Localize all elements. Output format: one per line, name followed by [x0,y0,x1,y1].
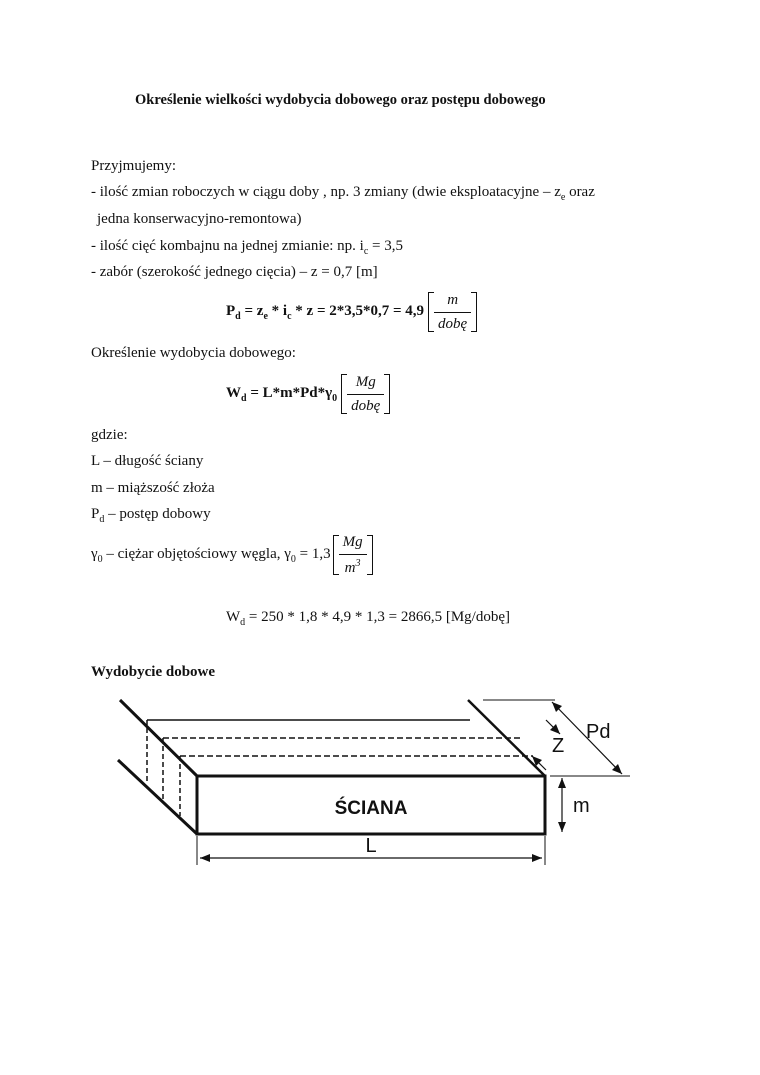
page-title: Określenie wielkości wydobycia dobowego oraz postępu dobowego [135,92,546,108]
unit-fraction: $\frac{Mg}{\text{dobę}}$ [347,374,384,414]
dimension-label-l: L [365,835,377,857]
assumption-web: - zabór (szerokość jednego cięcia) – z = 0,7 [m] [91,264,378,280]
def-gamma: $\gamma_0$ – ciężar objętościowy węgla, $\gamma_0 = 1,3$ $\frac{Mg}{m^3}$ [91,534,373,576]
dimension-label-m: m [573,795,590,817]
assumption-shifts: - ilość zmian roboczych w ciągu doby , np. 3 zmiany (dwie eksploatacyjne – $z_e$ oraz [91,184,595,203]
wd-heading: Określenie wydobycia dobowego: [91,345,296,361]
assumption-cuts: - ilość cięć kombajnu na jednej zmianie: np. $i_c = 3,5$ [91,238,403,257]
dimension-label-pd: Pd [586,721,611,743]
formula-daily-advance: $P_d = z_e * i_c * z = 2*3,5*0,7 = 4,9$ $\frac{m}{\text{dobę}}$ [226,292,477,332]
def-m: m – miąższość złoża [91,480,215,496]
def-pd: $P_d$ – postęp dobowy [91,506,211,525]
assumptions-heading: Przyjmujemy: [91,158,176,174]
def-l: L – długość ściany [91,453,204,469]
longwall-diagram [0,690,760,880]
assumption-shifts-cont: jedna konserwacyjno-remontowa) [97,211,302,227]
dimension-label-z: Z [552,735,565,757]
unit-fraction: $\frac{m}{\text{dobę}}$ [434,292,471,332]
formula-daily-output: $W_d = L*m*Pd*\gamma_0$ $\frac{Mg}{\text{dobę}}$ [226,374,390,414]
section-heading: Wydobycie dobowe [91,664,216,680]
unit-fraction: $\frac{Mg}{m^3}$ [339,534,367,576]
where-heading: gdzie: [91,427,128,443]
face-label: ŚCIANA [334,798,408,819]
calculation: $W_d = 250 * 1,8 * 4,9 * 1,3 = 2866,5$ [Mg/dobę] [226,609,510,628]
